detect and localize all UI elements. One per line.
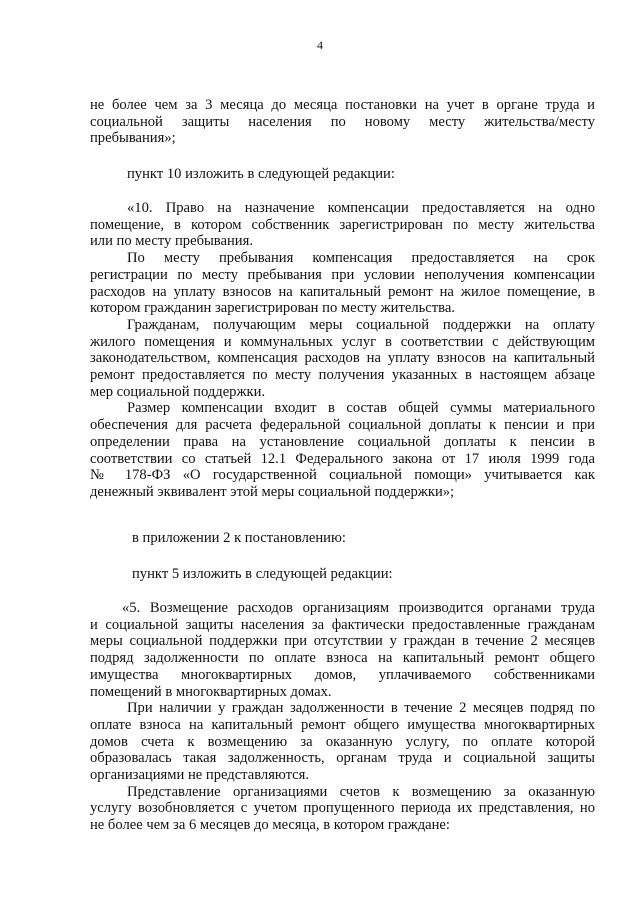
- text-line: денежный эквивалент этой меры социальной поддержки»;: [90, 483, 455, 500]
- paragraph: [90, 784, 595, 834]
- text-line: «5. Возмещение расходов организациям производится органами труда: [122, 600, 595, 616]
- text-line: мер социальной поддержки.: [90, 383, 266, 400]
- text-line: жилого помещения и коммунальных услуг в соответствии с действующим: [90, 333, 595, 350]
- text-line: подряд задолженности по оплате взноса на капитальный ремонт общего: [90, 650, 595, 667]
- text-line: услугу возобновляется с учетом пропущенного периода их представления, но: [90, 800, 595, 817]
- paragraph: [90, 250, 595, 317]
- text-line: и социальной защиты населения за фактически предоставленные гражданам: [90, 616, 595, 633]
- text-line: По месту пребывания компенсация предоставляется на срок: [127, 250, 595, 267]
- point5-content: [90, 600, 595, 834]
- text-line: Гражданам, получающим меры социальной поддержки на оплату: [127, 316, 595, 333]
- text-line: № 178-ФЗ «О государственной социальной помощи» учитывается как: [90, 467, 595, 484]
- page-number: 4: [317, 38, 323, 52]
- text-line: обеспечения для расчета федеральной социальной доплаты к пенсии и при: [90, 417, 595, 434]
- text-line: При наличии у граждан задолженности в течение 2 месяцев подряд по: [127, 700, 595, 717]
- text-line: котором гражданин зарегистрирован по месту жительства.: [90, 300, 455, 317]
- text-line: ремонт предоставляется по месту получения указанных в настоящем абзаце: [90, 367, 595, 384]
- text-line: определении права на установление социальной доплаты к пенсии в: [90, 433, 595, 450]
- text-line: пребывания»;: [90, 130, 176, 147]
- text-line: соответствии со статьей 12.1 Федерального закона от 17 июля 1999 года: [90, 450, 595, 467]
- point10-content: [90, 200, 595, 501]
- paragraph: [90, 317, 595, 401]
- text-line: организациями не представляются.: [90, 767, 310, 784]
- text-line: оплате взноса на капитальный ремонт общего имущества многоквартирных: [90, 716, 595, 733]
- text-line: законодательством, компенсация расходов на уплату взносов на капитальный: [90, 350, 595, 367]
- text-line: не более чем за 3 месяца до месяца постановки на учет в органе труда и: [90, 97, 595, 113]
- text-line: Представление организациями счетов к возмещению за оказанную: [127, 783, 595, 800]
- text-line: помещение, в котором собственник зарегистрирован по месту жительства: [90, 216, 595, 233]
- text-line: меры социальной поддержки при отсутствии у граждан в течение 2 месяцев: [90, 633, 595, 650]
- text-line: расходов на уплату взносов на капитальный ремонт на жилое помещение, в: [90, 283, 595, 300]
- text-line: в приложении 2 к постановлению:: [132, 530, 346, 546]
- text-line: помещений в многоквартирных домах.: [90, 683, 332, 700]
- text-line: пункт 5 изложить в следующей редакции:: [132, 566, 393, 582]
- paragraph: [90, 200, 595, 250]
- text-line: образовалась такая задолженность, органам труда и социальной защиты: [90, 750, 595, 767]
- text-line: регистрации по месту пребывания при условии неполучения компенсации: [90, 266, 595, 283]
- text-line: социальной защиты населения по новому месту жительства/месту: [90, 113, 595, 130]
- appendix-line: [90, 530, 595, 547]
- paragraph: [90, 700, 595, 784]
- paragraph: [90, 600, 595, 700]
- point10-heading: [90, 166, 595, 183]
- paragraph: [90, 400, 595, 500]
- text-line: Размер компенсации входит в состав общей суммы материального: [127, 400, 595, 417]
- point5-heading: [90, 566, 595, 583]
- text-line: не более чем за 6 месяцев до месяца, в котором граждане:: [90, 817, 450, 834]
- text-line: или по месту пребывания.: [90, 233, 253, 250]
- text-line: домов счета к возмещению за оказанную услугу, по оплате которой: [90, 733, 595, 750]
- intro-paragraph: [90, 97, 595, 147]
- text-line: «10. Право на назначение компенсации предоставляется на одно: [127, 200, 595, 216]
- text-line: имущества многоквартирных домов, уплачиваемого собственниками: [90, 666, 595, 683]
- text-line: пункт 10 изложить в следующей редакции:: [127, 166, 395, 182]
